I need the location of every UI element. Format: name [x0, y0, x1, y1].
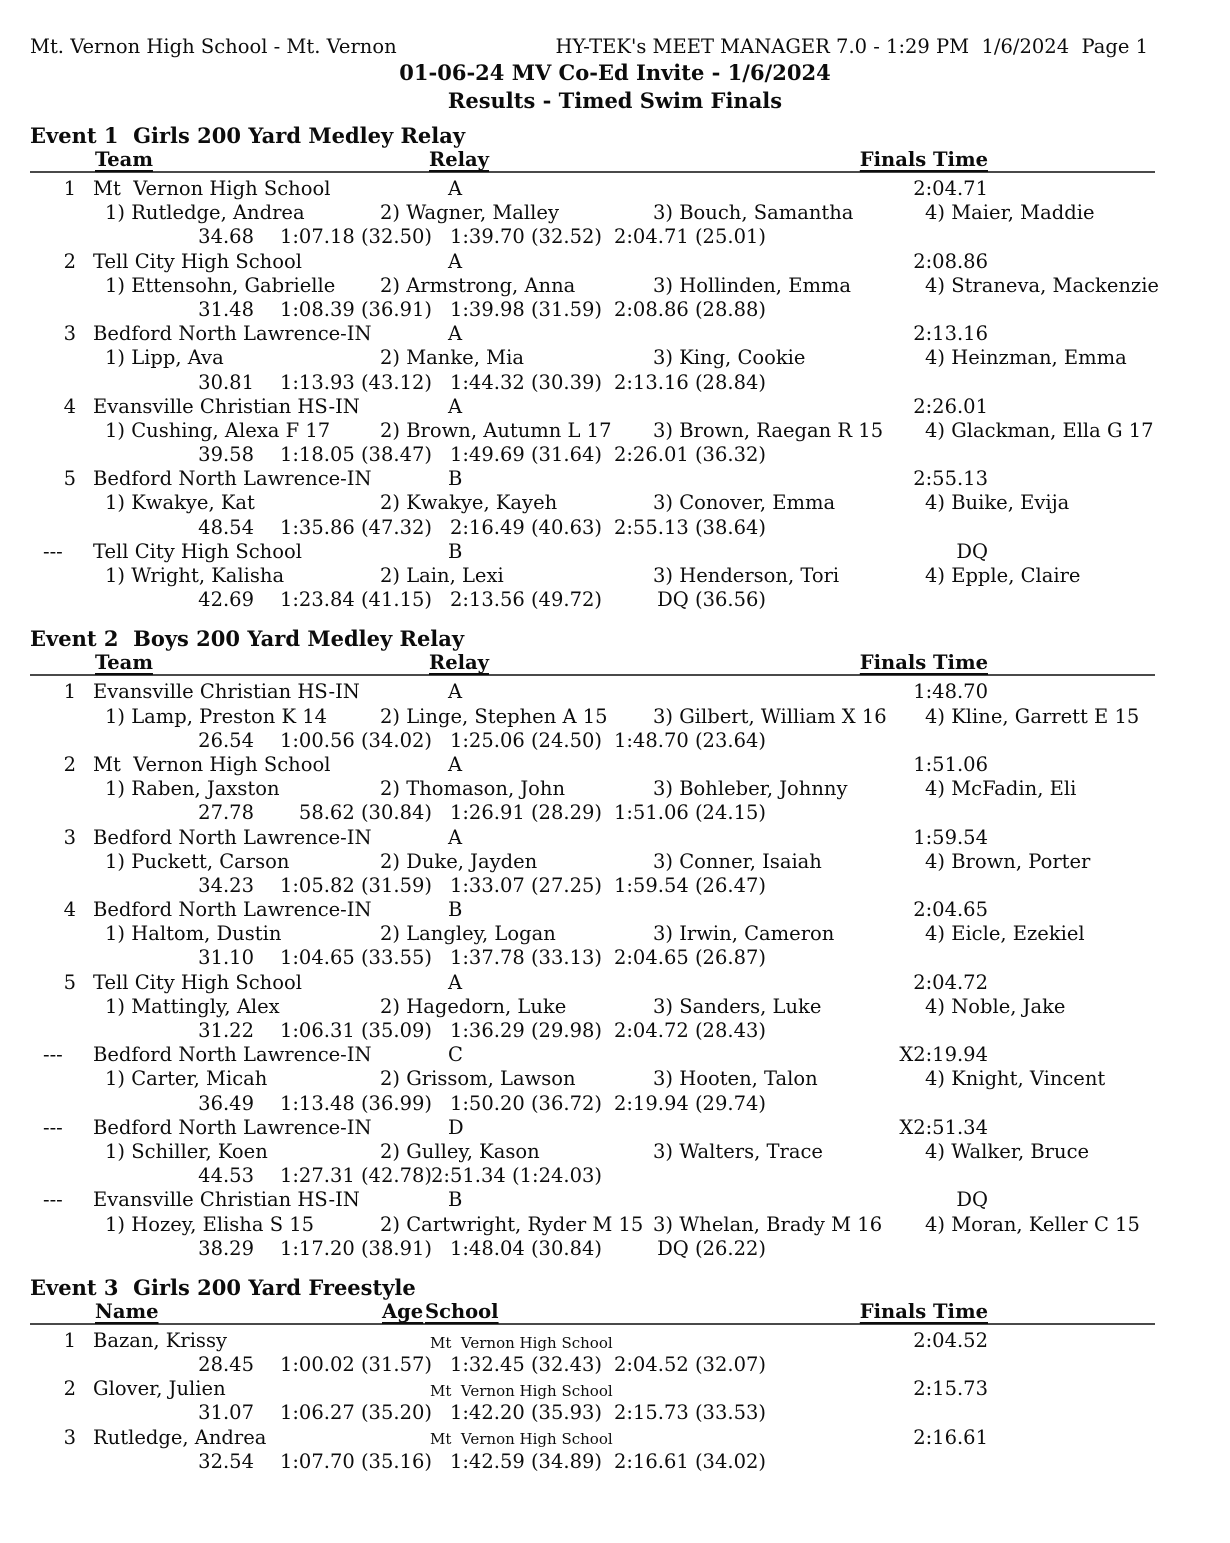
swimmer-name: 3) Sanders, Luke — [653, 994, 822, 1018]
rank: 2 — [63, 752, 76, 776]
column-header-row — [30, 149, 1155, 173]
split-time: 1:48.70 (23.64) — [613, 728, 766, 752]
split-time: 1:51.06 (24.15) — [613, 801, 766, 825]
swimmer-name: 4) Moran, Keller C 15 — [925, 1212, 1140, 1236]
swimmer-name: 2) Manke, Mia — [380, 346, 524, 370]
swimmer-name: 3) Hollinden, Emma — [653, 273, 852, 297]
splits-line — [30, 946, 1155, 970]
split-time: DQ (26.22) — [657, 1236, 766, 1260]
split-time: 58.62 (30.84) — [298, 801, 432, 825]
relay-designation: A — [448, 322, 463, 346]
split-time: 1:39.98 (31.59) — [449, 297, 602, 321]
split-time: 2:04.72 (28.43) — [613, 1019, 766, 1042]
splits-line — [30, 1237, 1155, 1261]
swimmer-name: 1) Haltom, Dustin — [105, 922, 282, 946]
swimmers-line — [30, 346, 1155, 370]
relay-designation: A — [448, 825, 463, 849]
swimmer-name: 3) Brown, Raegan R 15 — [653, 418, 884, 442]
split-time: 1:07.18 (32.50) — [279, 225, 432, 249]
rank: 4 — [63, 898, 76, 922]
split-time: 2:13.16 (28.84) — [613, 370, 766, 394]
swimmer-name: 2) Duke, Jayden — [380, 849, 538, 873]
finals-time: 1:59.54 — [913, 825, 988, 849]
finals-time: 2:04.65 — [913, 898, 988, 922]
swimmers-line — [30, 564, 1155, 588]
split-time: 2:19.94 (29.74) — [613, 1091, 766, 1115]
split-time: 2:26.01 (36.32) — [613, 443, 766, 467]
report-subtitle: Results - Timed Swim Finals — [447, 88, 783, 113]
split-time: 1:48.04 (30.84) — [449, 1236, 602, 1260]
swimmer-name: 3) Bouch, Samantha — [653, 201, 854, 225]
school-name: Mt Vernon High School — [430, 1430, 613, 1449]
finals-time: 2:15.73 — [913, 1377, 988, 1401]
split-time: 1:06.31 (35.09) — [279, 1019, 432, 1042]
finals-time: 1:48.70 — [913, 680, 988, 704]
swimmer-name: 1) Mattingly, Alex — [105, 994, 280, 1018]
relay-designation: A — [448, 249, 463, 273]
result-row — [30, 1188, 1155, 1261]
result-row — [30, 322, 1155, 395]
result-row — [30, 1377, 1155, 1425]
relay-designation: B — [448, 539, 463, 563]
swimmer-name: 3) Walters, Trace — [653, 1139, 823, 1163]
result-row — [30, 177, 1155, 250]
result-main-line — [30, 1329, 1155, 1353]
swimmer-name: 1) Cushing, Alexa F 17 — [105, 418, 331, 442]
split-time: 1:33.07 (27.25) — [449, 873, 602, 897]
splits-line — [30, 1092, 1155, 1116]
swimmers-line — [30, 1213, 1155, 1237]
split-time: 1:44.32 (30.39) — [449, 370, 602, 394]
swimmers-line — [30, 1140, 1155, 1164]
rank: 1 — [63, 1328, 76, 1352]
relay-designation: A — [448, 394, 463, 418]
result-row — [30, 1329, 1155, 1377]
swimmer-name: 4) Knight, Vincent — [925, 1067, 1106, 1091]
rank: --- — [43, 539, 63, 563]
split-time: DQ (36.56) — [657, 588, 766, 612]
splits-line — [30, 298, 1155, 322]
athlete-name: Bazan, Krissy — [93, 1328, 227, 1352]
swimmer-name: 3) Hooten, Talon — [653, 1067, 818, 1091]
team-name: Evansville Christian HS-IN — [93, 394, 360, 418]
team-name: Bedford North Lawrence-IN — [93, 1115, 372, 1139]
swimmer-name: 2) Cartwright, Ryder M 15 — [380, 1212, 644, 1236]
finals-time: X2:51.34 — [899, 1115, 988, 1139]
split-time: 26.54 — [198, 728, 254, 752]
swimmer-name: 1) Schiller, Koen — [105, 1139, 268, 1163]
split-time: 1:25.06 (24.50) — [449, 728, 602, 752]
split-time: 1:05.82 (31.59) — [279, 873, 432, 897]
swimmer-name: 2) Brown, Autumn L 17 — [380, 418, 612, 442]
swimmer-name: 2) Lain, Lexi — [380, 564, 504, 587]
split-time: 38.29 — [198, 1236, 254, 1260]
split-time: 2:15.73 (33.53) — [613, 1401, 766, 1425]
result-main-line — [30, 1188, 1155, 1212]
swimmer-name: 3) King, Cookie — [653, 346, 806, 370]
column-header-row — [30, 1301, 1155, 1325]
result-row — [30, 395, 1155, 468]
column-header-school: School — [425, 1299, 499, 1323]
swimmer-name: 1) Carter, Micah — [105, 1067, 268, 1091]
swimmers-line — [30, 1067, 1155, 1091]
split-time: 2:04.52 (32.07) — [613, 1353, 766, 1377]
event-section-1 — [30, 123, 1159, 612]
team-name: Evansville Christian HS-IN — [93, 680, 360, 704]
rank: --- — [43, 1043, 63, 1067]
swimmer-name: 4) Buike, Evija — [925, 491, 1070, 515]
team-name: Tell City High School — [93, 970, 302, 994]
team-name: Bedford North Lawrence-IN — [93, 898, 372, 922]
result-row — [30, 1426, 1155, 1474]
swimmer-name: 2) Thomason, John — [380, 777, 566, 801]
athlete-name: Glover, Julien — [93, 1377, 226, 1401]
result-row — [30, 249, 1159, 323]
event-section-3 — [30, 1275, 1155, 1474]
split-time: 1:59.54 (26.47) — [613, 873, 766, 897]
split-time: 2:51.34 (1:24.03) — [430, 1164, 602, 1188]
split-time: 1:27.31 (42.78) — [279, 1164, 432, 1188]
split-time: 1:08.39 (36.91) — [279, 297, 432, 321]
rank: 5 — [63, 467, 76, 491]
swimmer-name: 2) Gulley, Kason — [380, 1139, 540, 1163]
split-time: 31.07 — [198, 1401, 254, 1425]
swimmer-name: 4) Eicle, Ezekiel — [925, 922, 1085, 946]
rank: --- — [43, 1115, 63, 1139]
swimmer-name: 2) Kwakye, Kayeh — [380, 491, 558, 515]
swimmer-name: 1) Ettensohn, Gabrielle — [105, 273, 336, 297]
team-name: Bedford North Lawrence-IN — [93, 467, 372, 491]
result-main-line — [30, 540, 1155, 564]
rank: 1 — [63, 177, 76, 200]
swimmer-name: 3) Bohleber, Johnny — [653, 777, 848, 801]
rank: 3 — [63, 322, 76, 346]
swimmer-name: 4) Straneva, Mackenzie — [925, 273, 1159, 297]
splits-line — [30, 225, 1155, 249]
splits-line — [30, 1401, 1155, 1425]
split-time: 2:04.65 (26.87) — [613, 946, 766, 970]
swimmers-line — [30, 491, 1155, 515]
finals-time: 2:04.71 — [913, 177, 988, 200]
rank: --- — [43, 1188, 63, 1212]
swimmer-name: 4) Brown, Porter — [925, 849, 1091, 873]
swimmers-line — [30, 922, 1155, 946]
splits-line — [30, 1450, 1155, 1474]
swimmer-name: 3) Gilbert, William X 16 — [653, 704, 887, 728]
split-time: 30.81 — [198, 370, 254, 394]
swimmer-name: 1) Hozey, Elisha S 15 — [105, 1212, 315, 1236]
swimmer-name: 3) Whelan, Brady M 16 — [653, 1212, 883, 1236]
splits-line — [30, 371, 1155, 395]
report-header-left: Mt. Vernon High School - Mt. Vernon — [30, 35, 397, 58]
rank: 3 — [63, 825, 76, 849]
relay-designation: B — [448, 898, 463, 922]
event-section-2 — [30, 626, 1155, 1261]
swimmer-name: 4) Maier, Maddie — [925, 201, 1095, 225]
result-row — [30, 680, 1155, 753]
team-name: Bedford North Lawrence-IN — [93, 322, 372, 346]
swimmer-name: 1) Raben, Jaxston — [105, 777, 280, 801]
relay-designation: B — [448, 1188, 463, 1212]
team-name: Mt Vernon High School — [93, 177, 331, 200]
swimmer-name: 4) Epple, Claire — [925, 564, 1081, 587]
split-time: 31.48 — [198, 297, 254, 321]
rank: 1 — [63, 680, 76, 704]
relay-designation: A — [448, 970, 463, 994]
swimmer-name: 1) Rutledge, Andrea — [105, 201, 305, 225]
swimmer-name: 2) Wagner, Malley — [380, 201, 559, 225]
result-row — [30, 971, 1155, 1044]
split-time: 2:16.61 (34.02) — [613, 1449, 766, 1473]
result-main-line — [30, 826, 1155, 850]
swimmer-name: 4) McFadin, Eli — [925, 777, 1077, 801]
split-time: 2:16.49 (40.63) — [449, 515, 602, 539]
result-row — [30, 540, 1155, 613]
finals-time: 2:04.72 — [913, 970, 988, 994]
result-row — [30, 1043, 1155, 1116]
swimmers-line — [30, 419, 1155, 443]
split-time: 31.22 — [198, 1019, 254, 1042]
finals-time: 2:04.52 — [913, 1328, 988, 1352]
relay-designation: A — [448, 752, 463, 776]
athlete-name: Rutledge, Andrea — [93, 1425, 267, 1449]
finals-time: DQ — [956, 1188, 988, 1212]
split-time: 1:26.91 (28.29) — [449, 801, 602, 825]
swimmers-line — [30, 777, 1155, 801]
split-time: 2:08.86 (28.88) — [613, 297, 766, 321]
finals-time: 2:16.61 — [913, 1425, 988, 1449]
meet-title: 01-06-24 MV Co-Ed Invite - 1/6/2024 — [399, 60, 831, 85]
result-main-line — [30, 177, 1155, 201]
split-time: 1:00.02 (31.57) — [279, 1353, 432, 1377]
split-time: 44.53 — [198, 1164, 254, 1188]
result-main-line — [30, 680, 1155, 704]
result-main-line — [30, 1116, 1155, 1140]
result-main-line — [30, 395, 1155, 419]
team-name: Bedford North Lawrence-IN — [93, 825, 372, 849]
split-time: 1:39.70 (32.52) — [449, 225, 602, 249]
rank: 3 — [63, 1425, 76, 1449]
finals-time: 1:51.06 — [913, 752, 988, 776]
relay-designation: A — [448, 680, 463, 704]
split-time: 1:42.59 (34.89) — [449, 1449, 602, 1473]
school-name: Mt Vernon High School — [430, 1333, 613, 1352]
team-name: Evansville Christian HS-IN — [93, 1188, 360, 1212]
team-name: Tell City High School — [93, 249, 302, 273]
swimmers-line — [30, 995, 1155, 1019]
split-time: 32.54 — [198, 1449, 254, 1473]
splits-line — [30, 801, 1155, 825]
result-row — [30, 467, 1155, 540]
swimmer-name: 4) Heinzman, Emma — [925, 346, 1127, 370]
finals-time: 2:08.86 — [913, 249, 988, 273]
split-time: 1:18.05 (38.47) — [279, 443, 432, 467]
team-name: Bedford North Lawrence-IN — [93, 1043, 372, 1067]
result-main-line — [30, 753, 1155, 777]
split-time: 1:00.56 (34.02) — [279, 728, 432, 752]
swimmer-name: 1) Lamp, Preston K 14 — [105, 704, 328, 728]
split-time: 1:50.20 (36.72) — [449, 1091, 602, 1115]
column-header-finals-time: Finals Time — [859, 1299, 988, 1323]
swimmers-line — [30, 273, 1159, 298]
split-time: 2:13.56 (49.72) — [449, 588, 602, 612]
event-title: Event 2 Boys 200 Yard Medley Relay — [30, 626, 465, 652]
column-header-team: Team — [95, 148, 153, 171]
result-main-line — [30, 1043, 1155, 1067]
swimmer-name: 2) Armstrong, Anna — [380, 273, 576, 297]
result-main-line — [30, 898, 1155, 922]
rank: 4 — [63, 394, 76, 418]
column-header-finals-time: Finals Time — [859, 148, 988, 171]
relay-designation: C — [448, 1043, 463, 1067]
rank: 2 — [63, 249, 76, 273]
swimmer-name: 1) Kwakye, Kat — [105, 491, 255, 515]
split-time: 1:06.27 (35.20) — [279, 1401, 432, 1425]
event-title: Event 1 Girls 200 Yard Medley Relay — [30, 123, 466, 148]
split-time: 34.68 — [198, 225, 254, 249]
result-row — [30, 753, 1155, 826]
team-name: Mt Vernon High School — [93, 752, 331, 776]
swimmer-name: 2) Hagedorn, Luke — [380, 994, 567, 1018]
split-time: 42.69 — [198, 588, 254, 612]
split-time: 2:55.13 (38.64) — [613, 515, 766, 539]
swimmer-name: 4) Walker, Bruce — [925, 1139, 1090, 1163]
finals-time: X2:19.94 — [899, 1043, 988, 1067]
relay-designation: A — [448, 177, 463, 200]
swimmer-name: 1) Puckett, Carson — [105, 849, 290, 873]
swimmer-name: 3) Irwin, Cameron — [653, 922, 835, 946]
column-header-team: Team — [95, 651, 153, 675]
event-title: Event 3 Girls 200 Yard Freestyle — [30, 1274, 416, 1300]
result-main-line — [30, 250, 1155, 274]
swimmer-name: 3) Conner, Isaiah — [653, 849, 822, 873]
split-time: 48.54 — [198, 515, 254, 539]
finals-time: DQ — [956, 539, 988, 563]
column-header-age: Age — [382, 1299, 424, 1323]
swimmer-name: 2) Langley, Logan — [380, 922, 556, 946]
column-header-row — [30, 652, 1155, 676]
splits-line — [30, 1164, 1155, 1188]
splits-line — [30, 443, 1155, 467]
split-time: 2:04.71 (25.01) — [613, 225, 766, 249]
finals-time: 2:55.13 — [913, 467, 988, 491]
relay-designation: B — [448, 467, 463, 491]
result-main-line — [30, 971, 1155, 995]
swimmer-name: 3) Conover, Emma — [653, 491, 836, 515]
column-header-name: Name — [95, 1299, 159, 1323]
finals-time: 2:26.01 — [913, 394, 988, 418]
split-time: 36.49 — [198, 1091, 254, 1115]
split-time: 1:36.29 (29.98) — [449, 1019, 602, 1042]
swimmers-line — [30, 201, 1155, 225]
split-time: 1:23.84 (41.15) — [279, 588, 432, 612]
result-row — [30, 898, 1155, 971]
swimmers-line — [30, 705, 1155, 729]
swimmer-name: 4) Kline, Garrett E 15 — [925, 704, 1140, 728]
swimmers-line — [30, 850, 1155, 874]
split-time: 28.45 — [198, 1353, 254, 1377]
split-time: 1:42.20 (35.93) — [449, 1401, 602, 1425]
rank: 2 — [63, 1377, 76, 1401]
swimmer-name: 1) Lipp, Ava — [105, 346, 224, 370]
splits-line — [30, 1353, 1155, 1377]
splits-line — [30, 516, 1155, 540]
result-main-line — [30, 322, 1155, 346]
report-header-right: HY-TEK's MEET MANAGER 7.0 - 1:29 PM 1/6/2024 Page 1 — [555, 35, 1148, 58]
swimmer-name: 4) Noble, Jake — [925, 994, 1066, 1018]
result-row — [30, 826, 1155, 899]
split-time: 1:37.78 (33.13) — [449, 946, 602, 970]
swimmer-name: 3) Henderson, Tori — [653, 564, 840, 587]
split-time: 1:32.45 (32.43) — [449, 1353, 602, 1377]
split-time: 1:17.20 (38.91) — [279, 1236, 432, 1260]
splits-line — [30, 874, 1155, 898]
column-header-relay: Relay — [429, 651, 489, 675]
split-time: 1:04.65 (33.55) — [279, 946, 432, 970]
finals-time: 2:13.16 — [913, 322, 988, 346]
events-list — [30, 123, 1159, 1474]
rank: 5 — [63, 970, 76, 994]
split-time: 1:13.93 (43.12) — [279, 370, 432, 394]
split-time: 31.10 — [198, 946, 254, 970]
split-time: 1:13.48 (36.99) — [279, 1091, 432, 1115]
swimmer-name: 4) Glackman, Ella G 17 — [925, 418, 1154, 442]
swimmer-name: 2) Linge, Stephen A 15 — [380, 704, 608, 728]
splits-line — [30, 729, 1155, 753]
result-main-line — [30, 1426, 1155, 1450]
split-time: 27.78 — [198, 801, 254, 825]
result-main-line — [30, 467, 1155, 491]
relay-designation: D — [448, 1115, 464, 1139]
column-header-relay: Relay — [429, 148, 489, 171]
split-time: 39.58 — [198, 443, 254, 467]
result-main-line — [30, 1377, 1155, 1401]
column-header-finals-time: Finals Time — [859, 651, 988, 675]
team-name: Tell City High School — [93, 539, 302, 563]
split-time: 1:07.70 (35.16) — [279, 1449, 432, 1473]
splits-line — [30, 588, 1155, 612]
split-time: 34.23 — [198, 873, 254, 897]
splits-line — [30, 1019, 1155, 1043]
result-row — [30, 1116, 1155, 1189]
swimmer-name: 1) Wright, Kalisha — [105, 564, 285, 587]
school-name: Mt Vernon High School — [430, 1382, 613, 1401]
swimmer-name: 2) Grissom, Lawson — [380, 1067, 576, 1091]
split-time: 1:49.69 (31.64) — [449, 443, 602, 467]
split-time: 1:35.86 (47.32) — [279, 515, 432, 539]
